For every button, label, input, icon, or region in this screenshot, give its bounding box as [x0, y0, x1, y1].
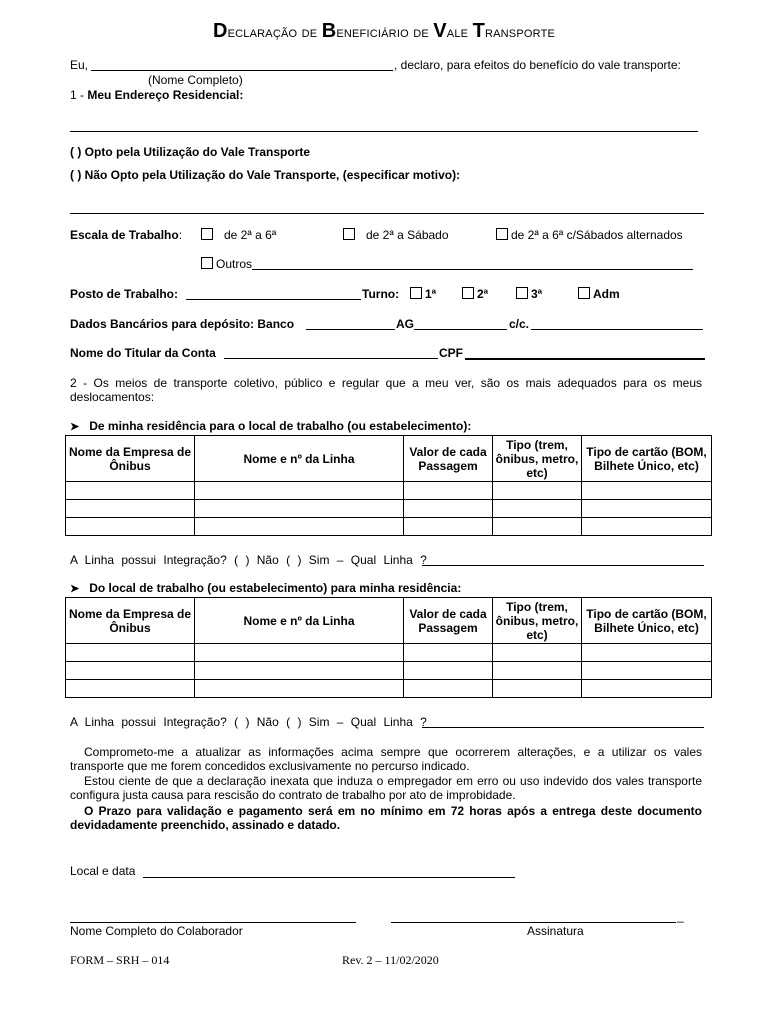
checkbox-icon[interactable]	[201, 228, 213, 240]
col-cartao: Tipo de cartão (BOM, Bilhete Único, etc)	[582, 436, 712, 482]
col-valor: Valor de cada Passagem	[404, 598, 493, 644]
nome-completo-hint: (Nome Completo)	[148, 73, 243, 87]
integracao-ida: A Linha possui Integração? ( ) Não ( ) Sim – Qual Linha ?	[70, 553, 427, 567]
meios-text: 2 - Os meios de transporte coletivo, público e regular que a meu ver, são os mais adequados para os meus deslocamentos:	[70, 376, 702, 404]
cc-label: c/c.	[509, 317, 530, 331]
endereco-field[interactable]	[70, 131, 698, 132]
assinatura-underscore: _	[677, 909, 684, 923]
ida-heading: ➤ De minha residência para o local de trabalho (ou estabelecimento):	[70, 419, 472, 433]
nome-colaborador-label: Nome Completo do Colaborador	[70, 924, 243, 938]
escala-outros[interactable]: Outros	[201, 257, 252, 271]
declaro-text: , declaro, para efeitos do benefício do vale transporte:	[394, 58, 681, 72]
checkbox-icon[interactable]	[343, 228, 355, 240]
posto-field[interactable]	[186, 299, 361, 300]
col-empresa: Nome da Empresa de Ônibus	[66, 598, 195, 644]
checkbox-icon[interactable]	[578, 287, 590, 299]
volta-heading: ➤ Do local de trabalho (ou estabelecimento) para minha residência:	[70, 581, 462, 595]
col-empresa: Nome da Empresa de Ônibus	[66, 436, 195, 482]
col-tipo: Tipo (trem, ônibus, metro, etc)	[493, 598, 582, 644]
ag-field[interactable]	[414, 329, 507, 330]
prazo-notice: O Prazo para validação e pagamento será em no mínimo em 72 horas após a entrega deste documento devidadamente preenchido, assinado e datado.	[70, 804, 702, 832]
table-row	[66, 662, 712, 680]
form-title: Declaração de Beneficiário de Vale Transporte	[212, 20, 556, 42]
banco-field[interactable]	[306, 329, 395, 330]
motivo-field[interactable]	[70, 213, 704, 214]
local-data-label: Local e data	[70, 864, 136, 878]
checkbox-icon[interactable]	[516, 287, 528, 299]
nao-opto-option[interactable]: ( ) Não Opto pela Utilização do Vale Transporte, (especificar motivo):	[70, 168, 461, 182]
assinatura-line[interactable]	[391, 922, 676, 923]
cpf-label: CPF	[439, 346, 463, 360]
escala-opt1[interactable]: de 2ª a 6ª	[201, 228, 276, 242]
eu-label: Eu,	[70, 58, 89, 72]
integracao-ida-field[interactable]	[422, 565, 704, 566]
titular-field[interactable]	[224, 358, 438, 359]
integracao-volta: A Linha possui Integração? ( ) Não ( ) Sim – Qual Linha ?	[70, 715, 427, 729]
col-cartao: Tipo de cartão (BOM, Bilhete Único, etc)	[582, 598, 712, 644]
escala-opt3[interactable]: de 2ª a 6ª c/Sábados alternados	[496, 228, 683, 242]
compromisso-p2: Estou ciente de que a declaração inexata que induza o empregador em erro ou uso indevido dos vales transporte configura justa causa para rescisão do contrato de trabalho por ato de improbidade.	[70, 774, 702, 802]
nome-completo-field[interactable]	[91, 70, 393, 71]
outros-field[interactable]	[252, 269, 693, 270]
checkbox-icon[interactable]	[410, 287, 422, 299]
ida-table	[65, 435, 712, 536]
col-tipo: Tipo (trem, ônibus, metro, etc)	[493, 436, 582, 482]
form-code: FORM – SRH – 014	[70, 953, 170, 967]
table-row	[66, 518, 712, 536]
banco-label: Dados Bancários para depósito: Banco	[70, 317, 295, 331]
titular-label: Nome do Titular da Conta	[70, 346, 216, 360]
assinatura-label: Assinatura	[527, 924, 584, 938]
arrow-icon: ➤	[70, 421, 80, 433]
table-row	[66, 482, 712, 500]
compromisso-p1: Comprometo-me a atualizar as informações acima sempre que ocorrerem alterações, e a utilizar os vales transporte que me forem concedidos exclusivamente no percurso indicado.	[70, 745, 702, 773]
checkbox-icon[interactable]	[201, 257, 213, 269]
escala-opt2[interactable]: de 2ª a Sábado	[343, 228, 449, 242]
turno-1[interactable]: 1ª	[410, 287, 436, 301]
arrow-icon: ➤	[70, 583, 80, 595]
col-valor: Valor de cada Passagem	[404, 436, 493, 482]
turno-2[interactable]: 2ª	[462, 287, 488, 301]
ag-label: AG	[396, 317, 414, 331]
turno-3[interactable]: 3ª	[516, 287, 542, 301]
cc-field[interactable]	[531, 329, 703, 330]
cpf-field[interactable]	[465, 358, 705, 360]
table-row	[66, 644, 712, 662]
revision: Rev. 2 – 11/02/2020	[342, 953, 439, 967]
checkbox-icon[interactable]	[496, 228, 508, 240]
local-data-field[interactable]	[143, 877, 515, 878]
checkbox-icon[interactable]	[462, 287, 474, 299]
opto-option[interactable]: ( ) Opto pela Utilização do Vale Transporte	[70, 145, 311, 159]
turno-adm[interactable]: Adm	[578, 287, 620, 301]
escala-label: Escala de Trabalho:	[70, 228, 183, 242]
integracao-volta-field[interactable]	[422, 727, 704, 728]
table-row	[66, 680, 712, 698]
turno-label: Turno:	[362, 287, 400, 301]
volta-table	[65, 597, 712, 698]
table-row	[66, 500, 712, 518]
col-linha: Nome e nº da Linha	[195, 436, 404, 482]
posto-label: Posto de Trabalho:	[70, 287, 179, 301]
endereco-heading: 1 - Meu Endereço Residencial:	[70, 88, 244, 102]
nome-colaborador-line[interactable]	[70, 922, 356, 923]
col-linha: Nome e nº da Linha	[195, 598, 404, 644]
